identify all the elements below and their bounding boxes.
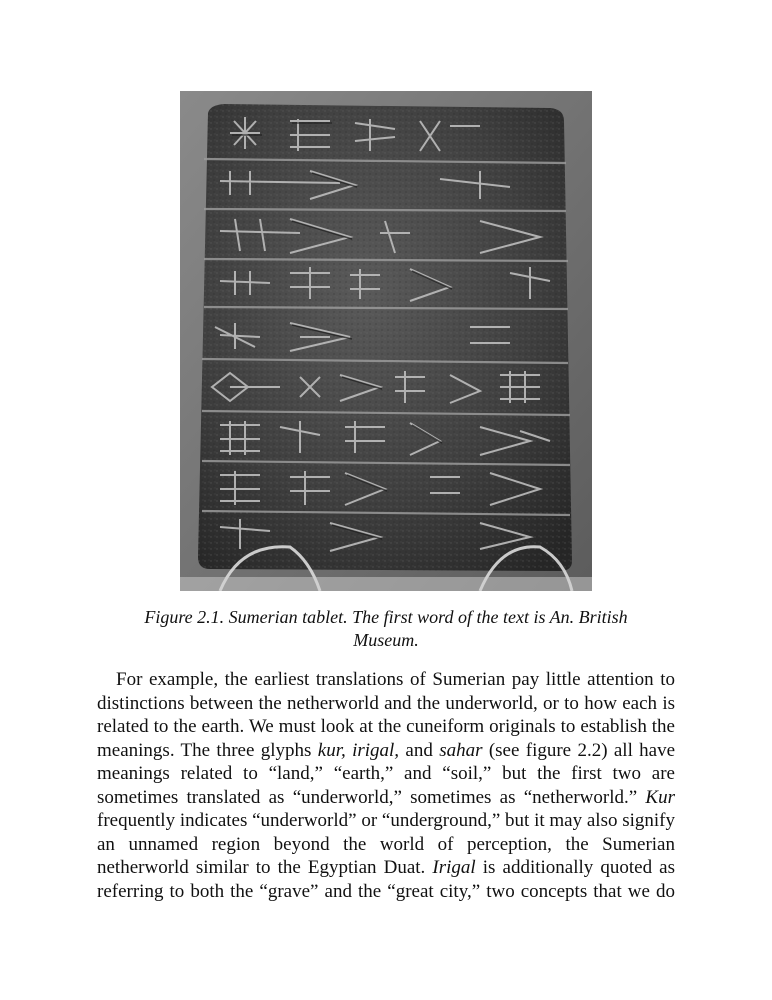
glyph-terms: kur, irigal, [317,739,400,761]
paragraph-line: sometimes translated as “underworld,” sometimes as “netherworld.” Kur [97,786,675,808]
paragraph-line: netherworld similar to the Egyptian Duat. Irigal is additionally quoted as [97,857,676,878]
paragraph-line: frequently indicates “underworld” or “underground,” but it may also signify [97,810,675,831]
tablet-illustration [180,91,592,591]
paragraph-line: referring to both the “grave” and the “great city,” two concepts that we do [97,880,675,902]
paragraph-line: an unnamed region beyond the world of perception, the Sumerian [97,833,675,855]
body-paragraph [97,668,675,903]
paragraph-line: meanings. The three glyphs kur, irigal, and sahar (see figure 2.2) all have [97,739,676,761]
caption-line-1: Figure 2.1. Sumerian tablet. The first word of the text is An. British [144,607,628,627]
paragraph-line: related to the earth. We must look at the cuneiform originals to establish the [97,716,675,737]
glyph-term-sahar: sahar [439,739,483,761]
figure-caption [110,606,662,652]
paragraph-line: For example, the earliest translations of Sumerian pay little attention to [116,669,675,690]
term-kur: Kur [645,786,675,808]
paragraph-line: distinctions between the netherworld and the underworld, or to how each is [97,692,675,714]
sumerian-tablet-photo [180,91,592,591]
caption-line-2: Museum. [353,630,419,650]
paragraph-line: meanings related to “land,” “earth,” and “soil,” but the first two are [97,763,675,784]
term-irigal: Irigal [432,857,476,878]
